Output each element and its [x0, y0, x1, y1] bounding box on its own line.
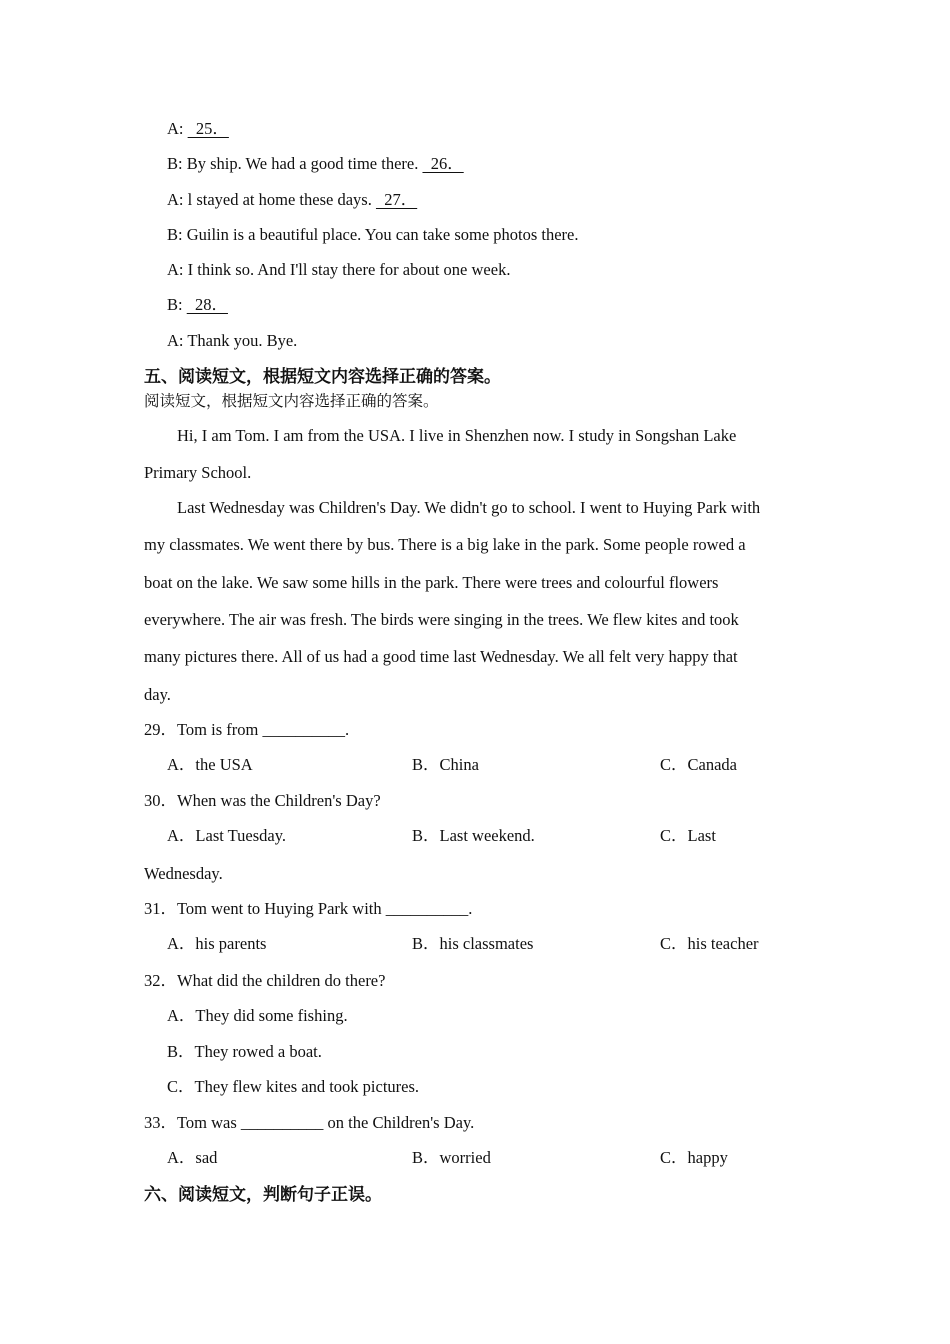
question-33: 33．Tom was __________ on the Children's Day. [144, 1113, 475, 1132]
option-32-c[interactable]: C．They flew kites and took pictures. [167, 1077, 420, 1096]
answer-blank-26: 26． [422, 154, 464, 173]
option-30-c[interactable]: C．Last [660, 826, 716, 845]
option-29-c[interactable]: C．Canada [660, 755, 737, 774]
option-31-b[interactable]: B．his classmates [412, 934, 534, 953]
question-32: 32．What did the children do there? [144, 971, 386, 990]
passage-line: boat on the lake. We saw some hills in the park. There were trees and colourful flowers [144, 573, 719, 592]
dialogue-text: By ship. We had a good time there. [186, 154, 419, 173]
dialogue-line-bye [167, 331, 297, 351]
option-31-a[interactable]: A．his parents [167, 934, 267, 953]
dialogue-line-28 [167, 295, 228, 315]
question-29: 29．Tom is from __________. [144, 720, 350, 739]
answer-blank-25: 25． [187, 119, 229, 138]
answer-blank-28: 28． [186, 295, 228, 314]
dialogue-text: Thank you. Bye. [187, 331, 298, 350]
passage-line: Hi, I am Tom. I am from the USA. I live in Shenzhen now. I study in Songshan Lake [177, 426, 737, 445]
passage-line: my classmates. We went there by bus. There is a big lake in the park. Some people rowed a [144, 535, 746, 554]
dialogue-line-25 [167, 119, 229, 139]
dialogue-line-27 [167, 190, 417, 210]
option-33-a[interactable]: A．sad [167, 1148, 218, 1167]
dialogue-text: Guilin is a beautiful place. You can take some photos there. [186, 225, 579, 244]
speaker: A: [167, 260, 184, 279]
speaker: B: [167, 225, 183, 244]
dialogue-text: I think so. And I'll stay there for about one week. [187, 260, 511, 279]
speaker: A: [167, 190, 184, 209]
speaker: B: [167, 154, 183, 173]
option-33-b[interactable]: B．worried [412, 1148, 491, 1167]
option-32-a[interactable]: A．They did some fishing. [167, 1006, 348, 1025]
dialogue-line-26 [167, 154, 464, 174]
speaker: B: [167, 295, 183, 314]
option-29-b[interactable]: B．China [412, 755, 479, 774]
dialogue-line-guilin [167, 225, 579, 245]
option-31-c[interactable]: C．his teacher [660, 934, 759, 953]
passage-line: Primary School. [144, 463, 252, 482]
section-6-heading: 六、阅读短文，判断句子正误。 [144, 1185, 382, 1205]
option-32-b[interactable]: B．They rowed a boat. [167, 1042, 322, 1061]
speaker: A: [167, 119, 184, 138]
passage-line: many pictures there. All of us had a good time last Wednesday. We all felt very happy that [144, 647, 738, 666]
option-30-c-wrap: Wednesday. [144, 864, 223, 883]
passage-line: day. [144, 685, 171, 704]
dialogue-text: l stayed at home these days. [187, 190, 372, 209]
answer-blank-27: 27． [375, 190, 418, 209]
option-29-a[interactable]: A．the USA [167, 755, 253, 774]
speaker: A: [167, 331, 184, 350]
section-5-heading: 五、阅读短文，根据短文内容选择正确的答案。 [144, 367, 501, 387]
section-5-instruction: 阅读短文，根据短文内容选择正确的答案。 [144, 392, 439, 410]
dialogue-line-week [167, 260, 510, 280]
option-30-a[interactable]: A．Last Tuesday. [167, 826, 287, 845]
passage-line: Last Wednesday was Children's Day. We didn't go to school. I went to Huying Park with [177, 498, 761, 517]
question-30: 30．When was the Children's Day? [144, 791, 381, 810]
question-31: 31．Tom went to Huying Park with __________. [144, 899, 473, 918]
passage-line: everywhere. The air was fresh. The birds were singing in the trees. We flew kites and took [144, 610, 739, 629]
option-33-c[interactable]: C．happy [660, 1148, 728, 1167]
option-30-b[interactable]: B．Last weekend. [412, 826, 535, 845]
